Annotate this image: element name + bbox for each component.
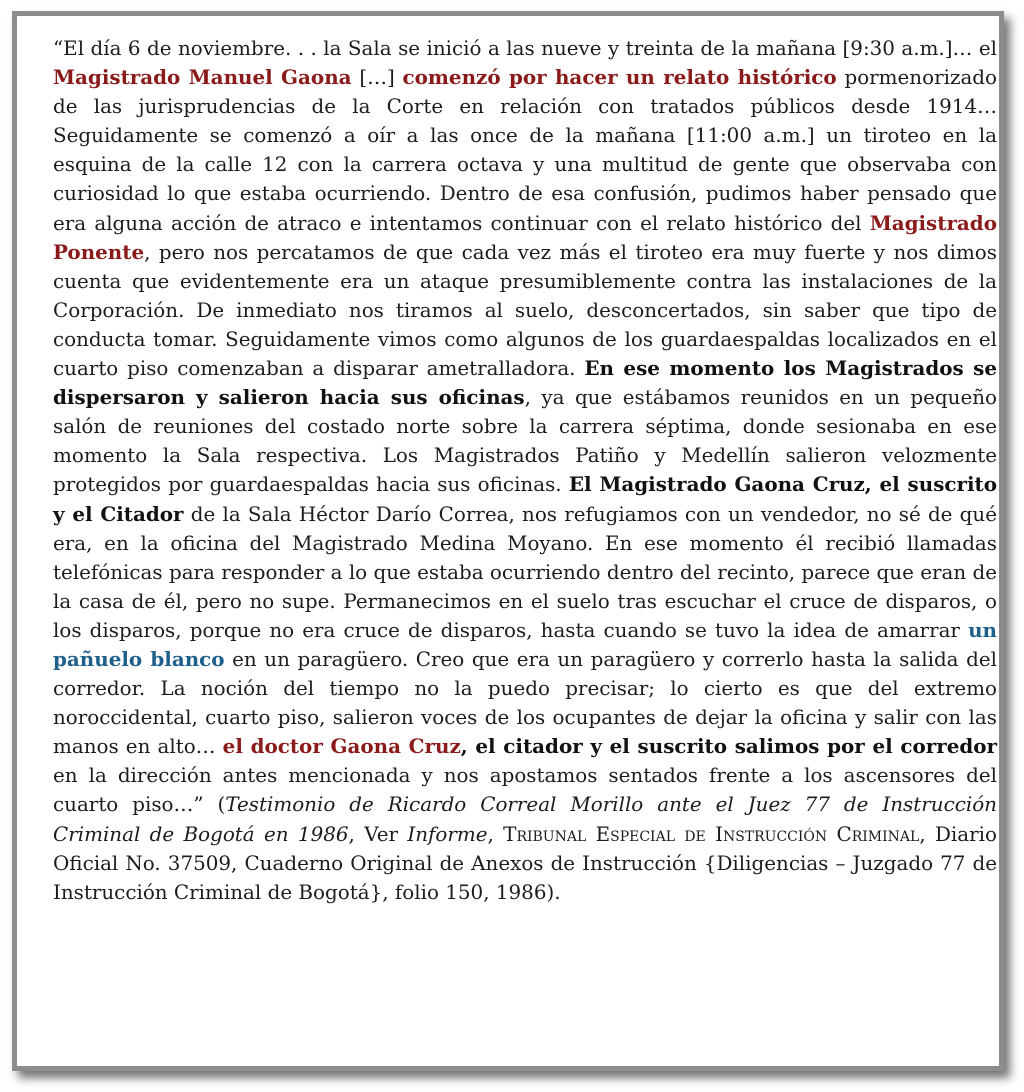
emphasis-gaona-suscrito-citador: El Magistrado Gaona Cruz, el suscrito y el Citador bbox=[53, 472, 997, 526]
quote-text: […] bbox=[351, 66, 403, 90]
emphasis-magistrados-dispersaron: En ese momento los Magistrados se dispersaron y salieron hacia sus oficinas bbox=[53, 356, 997, 410]
highlight-magistrado-manuel-gaona: Magistrado Manuel Gaona bbox=[53, 65, 352, 90]
highlight-panuelo-blanco: un pañuelo blanco bbox=[53, 617, 997, 671]
citation-tribunal: Tribunal Especial de Instrucción Criminal bbox=[503, 822, 920, 846]
quote-text: en un paragüero. Creo que era un paragüero y correrlo hasta la salida del corredor. La noción del tiempo no la puedo precisar; lo cierto es que del extremo noroccidental, cuarto piso, salieron voces de los ocupantes de dejar la oficina y salir con las manos en alto… bbox=[53, 647, 997, 759]
citation-text: , Ver bbox=[348, 822, 408, 846]
emphasis-salimos-corredor: , el citador y el suscrito salimos por el corredor bbox=[460, 734, 998, 759]
quote-text: “El día 6 de noviembre. . . la Sala se inició a las nueve y treinta de la mañana [9:30 a.m.]… el bbox=[53, 37, 997, 60]
testimony-quote bbox=[53, 34, 997, 907]
quote-text: , ya que estábamos reunidos en un pequeño salón de reuniones del costado norte sobre la carrera séptima, donde sesionaba en ese momento la Sala respectiva. Los Magistrados Patiño y Medellín salieron velozmente protegidos por guardaespaldas hacia sus oficinas. bbox=[53, 386, 997, 497]
citation-text: , Diario Oficial No. 37509, Cuaderno Original de Anexos de Instrucción {Diligencias – Juzgado 77 de Instrucción Criminal de Bogotá}, folio 150, 1986). bbox=[53, 822, 997, 904]
highlight-relato-historico: comenzó por hacer un relato histórico bbox=[402, 65, 837, 90]
citation-testimonio: Testimonio de Ricardo Correal Morillo ante el Juez 77 de Instrucción Criminal de Bogotá en 1986 bbox=[53, 793, 997, 846]
quote-text: , pero nos percatamos de que cada vez más el tiroteo era muy fuerte y nos dimos cuenta que evidentemente era un ataque presumiblemente contra las instalaciones de la Corporación. De inmediato nos tiramos al suelo, desconcertados, sin saber que tipo de conducta tomar. Seguidamente vimos como algunos de los guardaespaldas localizados en el cuarto piso comenzaban a disparar ametralladora. bbox=[53, 240, 997, 381]
citation-informe: Informe bbox=[407, 822, 488, 846]
highlight-magistrado-ponente: Magistrado Ponente bbox=[53, 210, 997, 264]
quote-text: pormenorizado de las jurisprudencias de la Corte en relación con tratados públicos desde 1914… Seguidamente se comenzó a oír a las once de la mañana [11:00 a.m.] un tiroteo en la esquina de la calle 12 con la carrera octava y una multitud de gente que observaba con curiosidad lo que estaba ocurriendo. Dentro de esa confusión, pudimos haber pensado que era alguna acción de atraco e intentamos continuar con el relato histórico del bbox=[53, 66, 998, 235]
quote-text: en la dirección antes mencionada y nos apostamos sentados frente a los ascensores del cuarto piso…” ( bbox=[53, 764, 997, 817]
quote-box bbox=[12, 11, 1004, 1071]
citation-text: , bbox=[487, 822, 504, 846]
highlight-doctor-gaona-cruz: el doctor Gaona Cruz bbox=[222, 734, 461, 759]
quote-text: de la Sala Héctor Darío Correa, nos refugiamos con un vendedor, no sé de qué era, en la oficina del Magistrado Medina Moyano. En ese momento él recibió llamadas telefónicas para responder a lo que estaba ocurriendo dentro del recinto, parece que eran de la casa de él, pero no supe. Permanecimos en el suelo tras escuchar el cruce de disparos, o los disparos, porque no era cruce de disparos, hasta cuando se tuvo la idea de amarrar bbox=[53, 502, 997, 642]
